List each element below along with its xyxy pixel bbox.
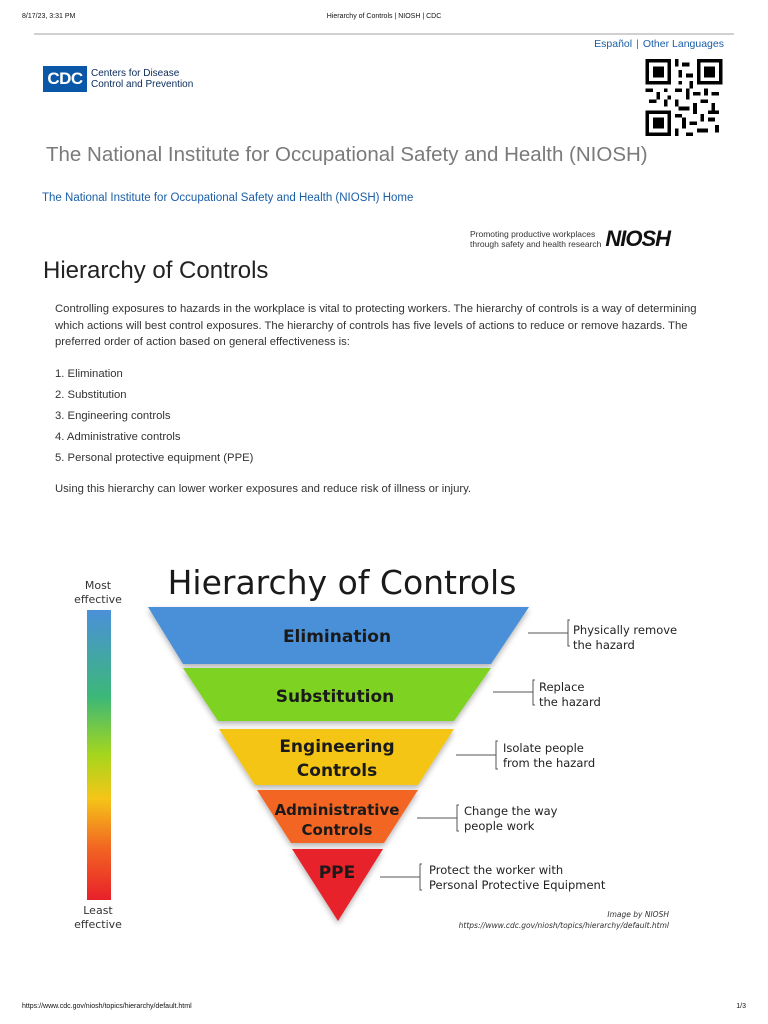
tier-engineering-desc-1: Isolate people (503, 741, 584, 755)
tier-engineering-label-1: Engineering (279, 737, 395, 757)
tier-substitution-desc-1: Replace (539, 680, 585, 694)
tier-elimination-connector (528, 620, 570, 646)
tier-ppe-label: PPE (318, 863, 356, 883)
print-url: https://www.cdc.gov/niosh/topics/hierarchy/default.html (22, 1003, 192, 1010)
niosh-home-link[interactable]: The National Institute for Occupational Safety and Health (NIOSH) Home (42, 192, 414, 204)
page-title: Hierarchy of Controls (43, 257, 269, 284)
niosh-tagline (470, 229, 601, 249)
language-links (594, 38, 724, 50)
print-page-title: Hierarchy of Controls | NIOSH | CDC (326, 13, 442, 20)
niosh-tagline-line2: through safety and health research (470, 239, 602, 249)
tier-substitution-desc-2: the hazard (539, 695, 601, 709)
niosh-site-title: The National Institute for Occupational Safety and Health (NIOSH) (46, 143, 648, 166)
tier-administrative-connector (417, 805, 459, 831)
tier-engineering-label-2: Controls (296, 761, 378, 781)
control-levels-list (55, 366, 253, 471)
cdc-logo-mark: CDC (43, 66, 87, 92)
other-languages-link[interactable]: Other Languages (642, 38, 724, 50)
intro-paragraph: Controlling exposures to hazards in the workplace is vital to protecting workers. The hierarchy of controls is a way of determining which actions will best control exposures. The hierarchy of controls has five levels of actions to reduce or remove hazards. The preferred order of action based on general effectiveness is: (55, 303, 697, 348)
scale-top-label-1: Most (84, 579, 112, 592)
figure-credit-url: https://www.cdc.gov/niosh/topics/hierarchy/default.html (458, 921, 669, 930)
cdc-name-line1: Centers for Disease (91, 68, 180, 79)
list-item: 3. Engineering controls (55, 410, 171, 422)
figure-credit: Image by NIOSH (607, 910, 669, 919)
scale-bottom-label-1: Least (83, 904, 113, 917)
cdc-name-line2: Control and Prevention (91, 79, 194, 90)
espanol-link[interactable]: Español (594, 38, 633, 50)
language-separator: | (636, 38, 639, 50)
tier-engineering-connector (456, 741, 498, 769)
tier-substitution-connector (493, 680, 535, 705)
print-datetime: 8/17/23, 3:31 PM (22, 13, 76, 20)
tier-ppe-desc-1: Protect the worker with (429, 863, 564, 877)
figure-title: Hierarchy of Controls (167, 563, 517, 602)
tier-administrative-label-2: Controls (301, 821, 373, 839)
tier-engineering-desc-2: from the hazard (503, 756, 596, 770)
niosh-logo: NIOSH (605, 226, 671, 251)
list-item: 2. Substitution (55, 389, 127, 401)
scale-bottom-label-2: effective (74, 918, 122, 931)
tier-administrative-desc-2: people work (464, 819, 535, 833)
niosh-tagline-line1: Promoting productive workplaces (470, 229, 596, 239)
tier-substitution-label: Substitution (275, 687, 395, 707)
cdc-logo[interactable] (43, 66, 193, 92)
top-divider (34, 33, 734, 35)
tier-ppe-desc-2: Personal Protective Equipment (429, 878, 606, 892)
tier-ppe-connector (380, 864, 422, 890)
scale-top-label-2: effective (74, 593, 122, 606)
tier-elimination-desc-1: Physically remove (573, 623, 678, 637)
tier-administrative-label-1: Administrative (274, 801, 400, 819)
print-page-number: 1/3 (736, 1003, 746, 1010)
tier-ppe-shape (292, 849, 383, 921)
effectiveness-scale-bar (87, 610, 111, 900)
tier-elimination-label: Elimination (282, 627, 392, 647)
closing-paragraph: Using this hierarchy can lower worker exposures and reduce risk of illness or injury. (55, 483, 472, 495)
list-item: 4. Administrative controls (55, 431, 181, 443)
list-item: 5. Personal protective equipment (PPE) (55, 452, 254, 464)
qr-code-icon (643, 59, 725, 136)
list-item: 1. Elimination (55, 368, 123, 380)
tier-elimination-desc-2: the hazard (573, 638, 635, 652)
hierarchy-of-controls-figure (0, 540, 768, 940)
tier-administrative-desc-1: Change the way (464, 804, 558, 818)
niosh-banner[interactable] (470, 226, 670, 252)
cdc-logo-name (91, 68, 193, 90)
